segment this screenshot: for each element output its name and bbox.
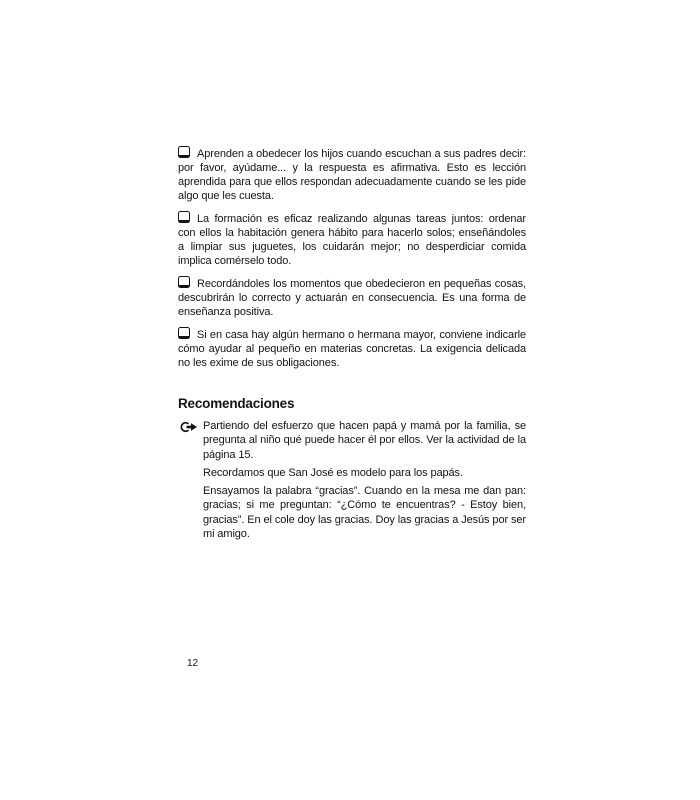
checkbox-bullet-icon [178, 327, 190, 339]
bullet-paragraph [178, 327, 526, 370]
recommendation-paragraph: Recordamos que San José es modelo para los papás. [203, 466, 463, 479]
writing-hand-icon [178, 419, 203, 438]
bullet-paragraph-text: Aprenden a obedecer los hijos cuando escuchan a sus padres decir: por favor, ayúdame... y la respuesta es afirmativa. Esto es lección aprendida para que ellos respondan adecuadamente cuando se les pide algo que les cuesta. [178, 148, 526, 202]
recommendation-lead: Partiendo del esfuerzo que hacen papá y mamá por la familia, se pregunta al niño qué puede hacer él por ellos. Ver la actividad de la página 15. [203, 420, 526, 461]
bullet-paragraph [178, 211, 526, 268]
checkbox-bullet-icon [178, 276, 190, 288]
page-number: 12 [187, 658, 199, 669]
recommendation-item [178, 419, 526, 541]
bullet-paragraph-text: Si en casa hay algún hermano o hermana mayor, conviene indicarle cómo ayudar al pequeño en materias concretas. La exigencia delicada no les exime de sus obligaciones. [178, 329, 526, 369]
page-content [178, 146, 526, 541]
checkbox-bullet-icon [178, 146, 190, 158]
recommendation-paragraph: Ensayamos la palabra “gracias”. Cuando en la mesa me dan pan: gracias; si me preguntan: “¿Cómo te encuentras? - Estoy bien, gracias”. En el cole doy las gracias. Doy las gracias a Jesús por ser mi amigo. [203, 485, 526, 541]
recommendations-heading: Recomendaciones [178, 396, 295, 411]
bullet-paragraph-text: Recordándoles los momentos que obedecieron en pequeñas cosas, descubrirán lo correcto y actuarán en consecuencia. Es una forma de enseñanza positiva. [178, 278, 526, 318]
bullet-paragraph [178, 276, 526, 319]
bullet-paragraph-text: La formación es eficaz realizando algunas tareas juntos: ordenar con ellos la habitación genera hábito para hacerlo solos; enseñándoles a limpiar sus juguetes, los cuidarán mejor; no desperdiciar comida implica comérselo todo. [178, 213, 526, 267]
bullet-paragraph [178, 146, 526, 203]
recommendation-text [203, 419, 526, 541]
checkbox-bullet-icon [178, 211, 190, 223]
